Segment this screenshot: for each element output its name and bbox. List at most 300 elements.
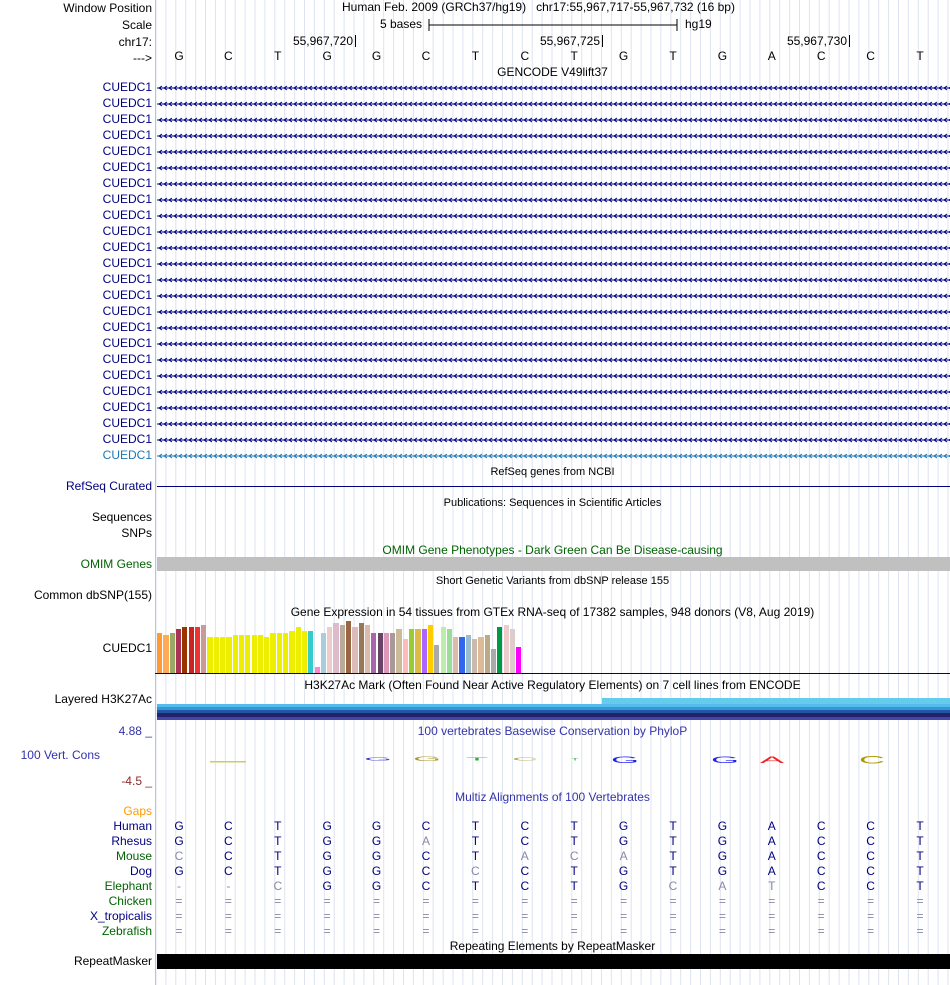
alignment-base: C: [421, 879, 431, 893]
svg-text:C: C: [859, 753, 885, 767]
gencode-transcript: [157, 358, 950, 362]
alignment-base: C: [224, 834, 233, 848]
gtex-title: Gene Expression in 54 tissues from GTEx RNA-seq of 17382 samples, 948 donors (V8, Aug 2019): [290, 605, 815, 619]
alignment-base: C: [421, 864, 431, 878]
gtex-gene-label[interactable]: CUEDC1: [102, 641, 152, 655]
alignment-base: =: [620, 924, 628, 938]
dna-base: G: [371, 49, 382, 63]
gtex-tissue-bar[interactable]: [245, 635, 250, 673]
alignment-base: G: [174, 819, 184, 833]
alignment-base: -: [226, 879, 231, 893]
svg-text:G: G: [412, 755, 442, 763]
alignment-base: =: [669, 894, 677, 908]
alignment-base: T: [274, 864, 282, 878]
gencode-transcript: [157, 118, 950, 122]
dna-base: C: [421, 49, 431, 63]
species-label[interactable]: Elephant: [104, 879, 152, 893]
gencode-transcript-label[interactable]: CUEDC1: [102, 80, 152, 94]
h3k27ac-title: H3K27Ac Mark (Often Found Near Active Regulatory Elements) on 7 cell lines from ENCODE: [304, 678, 801, 692]
gencode-transcript-label[interactable]: CUEDC1: [102, 192, 152, 206]
alignment-base: A: [718, 879, 727, 893]
gencode-transcripts[interactable]: [155, 80, 950, 464]
alignment-base: T: [570, 864, 578, 878]
gtex-tissue-bar[interactable]: [327, 627, 332, 673]
omim-label[interactable]: OMIM Genes: [80, 557, 152, 571]
svg-text:G: G: [364, 757, 392, 762]
species-label[interactable]: Rhesus: [111, 834, 152, 848]
ruler-tick-mark: [849, 35, 850, 47]
gencode-transcript: [157, 454, 950, 458]
gtex-tissue-bar[interactable]: [321, 633, 326, 673]
alignment-base: =: [224, 909, 232, 923]
gencode-transcript-label[interactable]: CUEDC1: [102, 144, 152, 158]
gtex-tissue-bar[interactable]: [226, 637, 231, 673]
alignment-base: G: [174, 864, 184, 878]
gtex-tissue-bar[interactable]: [182, 627, 187, 673]
alignment-base: =: [323, 909, 331, 923]
gencode-transcript: [157, 214, 950, 218]
gtex-tissue-bar[interactable]: [472, 639, 477, 673]
alignment-base: =: [175, 909, 183, 923]
strand-label: --->: [133, 51, 152, 65]
gencode-transcript: [157, 310, 950, 314]
alignment-base: =: [669, 924, 677, 938]
species-label[interactable]: Dog: [129, 864, 152, 878]
gencode-transcript-label[interactable]: CUEDC1: [102, 384, 152, 398]
alignment-base: =: [224, 894, 232, 908]
gencode-transcript: [157, 102, 950, 106]
gtex-tissue-bar[interactable]: [403, 639, 408, 673]
alignment-base: =: [175, 894, 183, 908]
alignment-base: G: [717, 849, 728, 863]
alignment-base: =: [718, 909, 726, 923]
svg-text:G: G: [611, 754, 639, 766]
gtex-tissue-bar[interactable]: [296, 627, 301, 673]
alignment-base: C: [866, 879, 875, 893]
alignment-base: C: [273, 879, 283, 893]
alignment-base: C: [866, 819, 875, 833]
gtex-baseline: [155, 673, 950, 674]
gtex-tissue-bar[interactable]: [220, 637, 225, 673]
gtex-tissue-bar[interactable]: [352, 627, 357, 673]
alignment-base: G: [322, 879, 332, 893]
alignment-base: C: [520, 834, 530, 848]
alignment-base: =: [471, 909, 479, 923]
gtex-tissue-bar[interactable]: [516, 647, 521, 673]
alignment-base: G: [618, 834, 629, 848]
alignment-base: T: [471, 819, 480, 833]
alignment-base: G: [371, 834, 382, 848]
gencode-transcript: [157, 198, 950, 202]
alignment-base: C: [569, 849, 579, 863]
alignment-base: C: [816, 834, 826, 848]
species-label[interactable]: Zebrafish: [101, 924, 152, 938]
alignment-base: =: [422, 924, 430, 938]
gtex-tissue-bar[interactable]: [277, 633, 282, 673]
gtex-tissue-bar[interactable]: [466, 635, 471, 673]
gtex-tissue-bar[interactable]: [504, 625, 509, 673]
gencode-transcript-label[interactable]: CUEDC1: [102, 336, 152, 350]
publications-title: Publications: Sequences in Scientific Articles: [443, 497, 662, 509]
gtex-tissue-bar[interactable]: [308, 631, 313, 673]
gencode-transcript-label[interactable]: CUEDC1: [102, 240, 152, 254]
gtex-tissue-bar[interactable]: [258, 635, 263, 673]
alignment-base: T: [669, 834, 677, 848]
dna-base: G: [717, 49, 728, 63]
gtex-tissue-bar[interactable]: [283, 633, 288, 673]
dbsnp-title: Short Genetic Variants from dbSNP release 155: [435, 575, 670, 587]
dna-base: C: [224, 49, 233, 63]
gtex-tissue-bar[interactable]: [252, 635, 257, 673]
alignment-base: G: [618, 879, 629, 893]
gtex-tissue-bar[interactable]: [359, 623, 364, 673]
gtex-tissue-bar[interactable]: [264, 637, 269, 673]
snps-label[interactable]: SNPs: [121, 526, 152, 540]
alignment-base: G: [371, 849, 382, 863]
alignment-base: =: [718, 894, 726, 908]
svg-text:T: T: [466, 757, 488, 762]
alignment-base: G: [322, 849, 332, 863]
chrom-label: chr17:: [118, 35, 152, 49]
ruler-tick-label: 55,967,725: [539, 34, 600, 48]
alignment-base: =: [916, 909, 924, 923]
gtex-tissue-bar[interactable]: [176, 629, 181, 673]
window-position-label: Window Position: [63, 1, 152, 15]
alignment-base: =: [521, 894, 529, 908]
alignment-base: =: [422, 909, 430, 923]
alignment-base: T: [274, 819, 282, 833]
alignment-base: =: [768, 924, 776, 938]
alignment-base: C: [471, 864, 480, 878]
species-label[interactable]: Mouse: [115, 849, 152, 863]
refseq-label[interactable]: RefSeq Curated: [65, 479, 152, 493]
alignment-base: G: [618, 864, 629, 878]
phylop-max-label: 4.88 _: [118, 724, 152, 738]
gencode-transcript: [157, 166, 950, 170]
alignment-base: =: [867, 894, 875, 908]
alignment-base: =: [373, 909, 381, 923]
gtex-tissue-bar[interactable]: [378, 633, 383, 673]
alignment-base: G: [174, 834, 184, 848]
dna-base: C: [520, 49, 530, 63]
alignment-base: A: [520, 849, 529, 863]
alignment-base: =: [718, 924, 726, 938]
alignment-base: =: [175, 924, 183, 938]
alignment-base: =: [373, 924, 381, 938]
gtex-tissue-bar[interactable]: [214, 637, 219, 673]
multiz-title: Multiz Alignments of 100 Vertebrates: [455, 790, 650, 804]
gencode-transcript-label[interactable]: CUEDC1: [102, 416, 152, 430]
gtex-tissue-bar[interactable]: [384, 633, 389, 673]
alignment-base: =: [620, 909, 628, 923]
alignment-base: C: [421, 849, 431, 863]
gtex-tissue-bar[interactable]: [289, 631, 294, 673]
gtex-tissue-bar[interactable]: [422, 629, 427, 673]
gaps-label: Gaps: [123, 804, 152, 818]
gencode-transcript: [157, 134, 950, 138]
gtex-tissue-bar[interactable]: [497, 627, 502, 673]
gencode-transcript-label[interactable]: CUEDC1: [102, 304, 152, 318]
gtex-tissue-bar[interactable]: [163, 635, 168, 673]
gtex-tissue-bar[interactable]: [485, 635, 490, 673]
alignment-base: G: [322, 834, 332, 848]
repeatmasker-title: Repeating Elements by RepeatMasker: [449, 939, 656, 953]
alignment-base: =: [867, 924, 875, 938]
gencode-transcript-label[interactable]: CUEDC1: [102, 272, 152, 286]
alignment-base: T: [471, 879, 480, 893]
alignment-base: T: [471, 849, 480, 863]
alignment-base: T: [669, 849, 677, 863]
alignment-base: =: [471, 924, 479, 938]
gtex-tissue-bar[interactable]: [434, 645, 439, 673]
gtex-tissue-bar[interactable]: [270, 633, 275, 673]
ruler-tick-label: 55,967,730: [786, 34, 847, 48]
alignment-base: =: [323, 894, 331, 908]
alignment-base: =: [373, 894, 381, 908]
gtex-tissue-bar[interactable]: [365, 625, 370, 673]
dna-base: T: [274, 49, 282, 63]
gtex-tissue-bar[interactable]: [390, 633, 395, 673]
gencode-transcript-label[interactable]: CUEDC1: [102, 224, 152, 238]
gencode-transcript-label[interactable]: CUEDC1: [102, 112, 152, 126]
refseq-gene-line[interactable]: [157, 486, 950, 487]
alignment-base: G: [717, 864, 728, 878]
alignment-base: =: [620, 894, 628, 908]
alignment-base: T: [916, 879, 924, 893]
gencode-transcript: [157, 278, 950, 282]
dna-base: C: [816, 49, 826, 63]
dna-base: G: [322, 49, 332, 63]
gencode-transcript: [157, 262, 950, 266]
alignment-base: T: [274, 834, 282, 848]
gtex-tissue-bar[interactable]: [340, 625, 345, 673]
alignment-base: =: [867, 909, 875, 923]
omim-phenotype-bar[interactable]: [157, 557, 950, 571]
alignment-base: C: [224, 849, 233, 863]
alignment-base: =: [323, 924, 331, 938]
alignment-base: C: [174, 849, 184, 863]
gtex-tissue-bar[interactable]: [195, 627, 200, 673]
gencode-transcript: [157, 230, 950, 234]
svg-text:G: G: [711, 754, 739, 766]
alignment-base: C: [816, 864, 826, 878]
phylop-min-label: -4.5 _: [121, 774, 152, 788]
alignment-base: T: [570, 879, 578, 893]
alignment-base: T: [768, 879, 776, 893]
dbsnp-label[interactable]: Common dbSNP(155): [33, 588, 152, 602]
gencode-transcript-label[interactable]: CUEDC1: [102, 320, 152, 334]
alignment-base: =: [274, 894, 282, 908]
alignment-base: C: [668, 879, 678, 893]
gencode-transcript-label[interactable]: CUEDC1: [102, 288, 152, 302]
alignment-base: =: [570, 909, 578, 923]
alignment-base: =: [274, 909, 282, 923]
gtex-tissue-bar[interactable]: [170, 633, 175, 673]
svg-text:A: A: [760, 754, 784, 766]
track-image[interactable]: [155, 0, 950, 985]
gtex-tissue-bar[interactable]: [459, 637, 464, 673]
repeatmasker-label[interactable]: RepeatMasker: [73, 954, 152, 968]
gencode-transcript-label[interactable]: CUEDC1: [102, 96, 152, 110]
alignment-base: =: [422, 894, 430, 908]
gencode-transcript-label[interactable]: CUEDC1: [102, 448, 152, 462]
alignment-base: G: [717, 819, 728, 833]
gencode-transcript-label[interactable]: CUEDC1: [102, 128, 152, 142]
scale-text: 5 bases: [380, 17, 423, 31]
gencode-transcript-label[interactable]: CUEDC1: [102, 256, 152, 270]
gtex-tissue-bar[interactable]: [371, 633, 376, 673]
gtex-tissue-bar[interactable]: [233, 635, 238, 673]
gtex-tissue-bar[interactable]: [239, 635, 244, 673]
gtex-tissue-bar[interactable]: [478, 637, 483, 673]
alignment-base: G: [618, 819, 629, 833]
alignment-base: =: [471, 894, 479, 908]
ruler-tick-mark: [355, 35, 356, 47]
alignment-base: =: [669, 909, 677, 923]
gencode-transcript-label[interactable]: CUEDC1: [102, 368, 152, 382]
omim-title: OMIM Gene Phenotypes - Dark Green Can Be Disease-causing: [382, 543, 723, 557]
alignment-base: T: [916, 834, 924, 848]
gencode-transcript: [157, 86, 950, 90]
alignment-base: A: [767, 864, 776, 878]
alignment-base: C: [224, 819, 233, 833]
alignment-base: C: [520, 864, 530, 878]
ruler-tick-mark: [602, 35, 603, 47]
gtex-tissue-bar[interactable]: [157, 633, 162, 673]
gencode-transcript: [157, 374, 950, 378]
gencode-transcript: [157, 246, 950, 250]
gencode-transcript-label[interactable]: CUEDC1: [102, 208, 152, 222]
gtex-tissue-bar[interactable]: [346, 621, 351, 673]
scale-db: hg19: [685, 17, 712, 31]
gtex-tissue-bar[interactable]: [491, 649, 496, 673]
h3k27ac-label[interactable]: Layered H3K27Ac: [54, 692, 152, 706]
dna-base: C: [866, 49, 875, 63]
alignment-base: -: [177, 879, 181, 893]
gencode-transcript-label[interactable]: CUEDC1: [102, 176, 152, 190]
gtex-tissue-bar[interactable]: [333, 623, 338, 673]
gencode-transcript: [157, 422, 950, 426]
species-label[interactable]: Chicken: [108, 894, 152, 908]
dna-base: T: [570, 49, 578, 63]
alignment-base: A: [421, 834, 430, 848]
alignment-base: G: [371, 864, 382, 878]
alignment-base: C: [224, 864, 233, 878]
alignment-base: G: [322, 819, 332, 833]
alignment-base: G: [371, 879, 382, 893]
sequences-label[interactable]: Sequences: [91, 510, 152, 524]
alignment-base: =: [224, 924, 232, 938]
alignment-base: T: [916, 864, 924, 878]
gtex-tissue-bar[interactable]: [453, 637, 458, 673]
svg-text:C: C: [512, 757, 538, 762]
gtex-tissue-bar[interactable]: [207, 637, 212, 673]
alignment-base: =: [817, 909, 825, 923]
gencode-transcript: [157, 294, 950, 298]
gencode-transcript-label[interactable]: CUEDC1: [102, 432, 152, 446]
alignment-base: =: [768, 894, 776, 908]
alignment-base: A: [767, 849, 776, 863]
gtex-tissue-bar[interactable]: [428, 625, 433, 673]
alignment-base: C: [866, 864, 875, 878]
alignment-base: C: [520, 819, 530, 833]
alignment-base: C: [866, 849, 875, 863]
gencode-transcript: [157, 342, 950, 346]
alignment-base: =: [521, 909, 529, 923]
gtex-tissue-bar[interactable]: [415, 629, 420, 673]
gtex-tissue-bar[interactable]: [396, 629, 401, 673]
dna-base: A: [767, 49, 776, 63]
scale-label: Scale: [121, 18, 152, 32]
svg-text:T: T: [571, 757, 579, 762]
alignment-base: =: [916, 894, 924, 908]
alignment-base: C: [816, 879, 826, 893]
gencode-transcript: [157, 438, 950, 442]
species-label[interactable]: X_tropicalis: [89, 909, 152, 923]
gtex-tissue-bar[interactable]: [447, 629, 452, 673]
alignment-base: T: [669, 864, 677, 878]
alignment-base: A: [619, 849, 628, 863]
alignment-base: G: [717, 834, 728, 848]
alignment-base: =: [817, 924, 825, 938]
gencode-transcript: [157, 182, 950, 186]
gtex-tissue-bar[interactable]: [409, 629, 414, 673]
phylop-logo[interactable]: [155, 750, 950, 770]
scale-bar: [427, 18, 679, 32]
gtex-tissue-bar[interactable]: [302, 631, 307, 673]
gtex-tissue-bar[interactable]: [441, 627, 446, 673]
repeatmasker-element[interactable]: [157, 954, 950, 969]
alignment-base: C: [816, 819, 826, 833]
alignment-base: =: [916, 924, 924, 938]
gencode-transcript: [157, 326, 950, 330]
alignment-base: =: [768, 909, 776, 923]
alignment-base: T: [570, 819, 578, 833]
assembly-title: Human Feb. 2009 (GRCh37/hg19) chr17:55,967,717-55,967,732 (16 bp): [342, 0, 735, 14]
gtex-tissue-bar[interactable]: [189, 627, 194, 673]
species-label[interactable]: Human: [113, 819, 152, 833]
alignment-base: A: [767, 819, 776, 833]
alignment-base: =: [817, 894, 825, 908]
alignment-base: T: [916, 849, 924, 863]
gencode-transcript-label[interactable]: CUEDC1: [102, 400, 152, 414]
gencode-transcript: [157, 390, 950, 394]
alignment-base: G: [371, 819, 382, 833]
alignment-base: =: [570, 894, 578, 908]
alignment-base: =: [274, 924, 282, 938]
gencode-title: GENCODE V49lift37: [497, 65, 608, 79]
gtex-tissue-bar[interactable]: [201, 625, 206, 673]
alignment-base: C: [421, 819, 431, 833]
gencode-transcript-label[interactable]: CUEDC1: [102, 352, 152, 366]
alignment-base: T: [570, 834, 578, 848]
alignment-base: C: [866, 834, 875, 848]
dna-base: T: [471, 49, 480, 63]
dna-base: T: [916, 49, 924, 63]
alignment-base: A: [767, 834, 776, 848]
phylop-title: 100 vertebrates Basewise Conservation by PhyloP: [417, 724, 688, 738]
dna-base: G: [174, 49, 184, 63]
ruler-tick-label: 55,967,720: [292, 34, 353, 48]
phylop-label[interactable]: 100 Vert. Cons: [20, 748, 100, 762]
alignment-base: T: [274, 849, 282, 863]
gtex-tissue-bar[interactable]: [510, 629, 515, 673]
alignment-base: T: [669, 819, 677, 833]
alignment-base: T: [916, 819, 924, 833]
gencode-transcript: [157, 406, 950, 410]
alignment-base: G: [322, 864, 332, 878]
gencode-transcript-label[interactable]: CUEDC1: [102, 160, 152, 174]
